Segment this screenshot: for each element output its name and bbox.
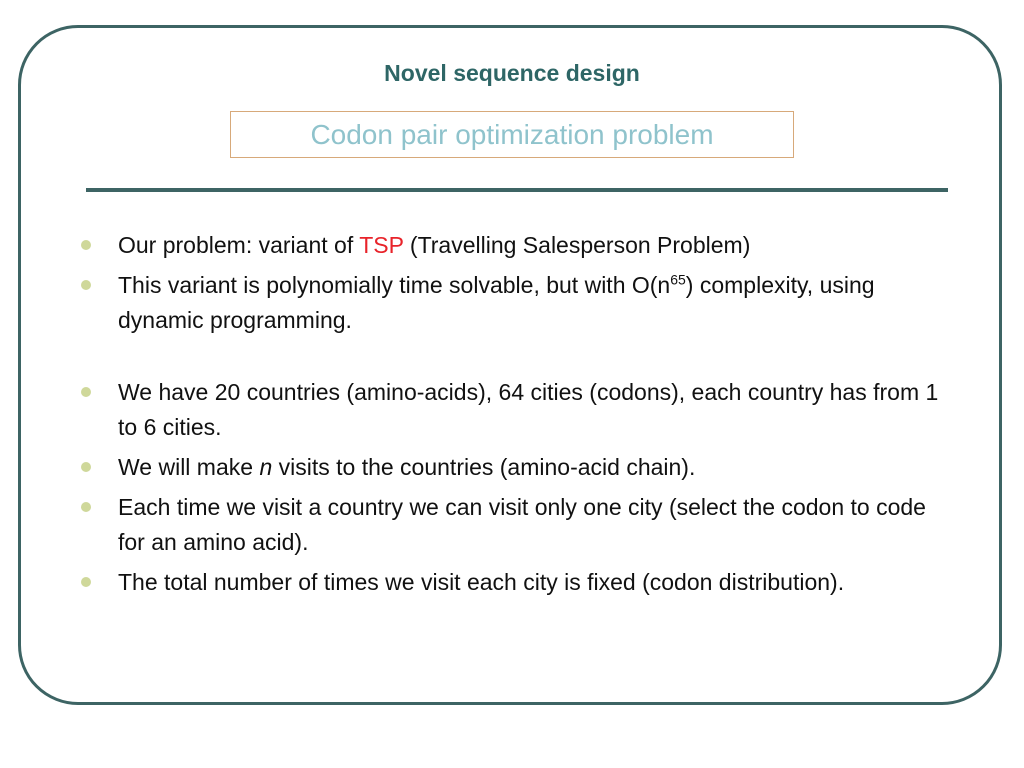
bullet-dot-icon	[81, 280, 91, 290]
bullet-dot-icon	[81, 240, 91, 250]
variable-n: n	[259, 454, 273, 480]
bullet-text: Our problem: variant of	[118, 232, 360, 258]
bullet-dot-icon	[81, 462, 91, 472]
bullet-item	[78, 450, 958, 485]
bullet-item	[78, 565, 958, 600]
slide-subtitle: Codon pair optimization problem	[230, 111, 794, 158]
slide-title: Novel sequence design	[384, 60, 640, 86]
bullet-text: We will make	[118, 454, 260, 480]
bullet-dot-icon	[81, 502, 91, 512]
tsp-highlight: TSP	[359, 232, 404, 258]
bullet-item	[78, 268, 958, 338]
bullet-item	[78, 228, 958, 263]
bullet-text: (Travelling Salesperson Problem)	[403, 232, 751, 258]
exponent: 65	[670, 271, 686, 288]
title-divider	[86, 188, 948, 192]
bullet-text: We have 20 countries (amino-acids), 64 cities (codons), each country has from 1 to 6 cities.	[118, 379, 939, 440]
bullet-dot-icon	[81, 387, 91, 397]
bullet-dot-icon	[81, 577, 91, 587]
bullet-text: This variant is polynomially time solvable, but with O(n	[118, 272, 671, 298]
bullet-text: visits to the countries (amino-acid chain).	[272, 454, 696, 480]
bullet-list	[78, 228, 958, 605]
bullet-text: Each time we visit a country we can visit only one city (select the codon to code for an amino acid).	[118, 494, 926, 555]
bullet-item	[78, 490, 958, 560]
bullet-text: ) complexity, using dynamic programming.	[118, 272, 875, 333]
bullet-text: The total number of times we visit each city is fixed (codon distribution).	[118, 569, 845, 595]
bullet-item	[78, 375, 958, 445]
